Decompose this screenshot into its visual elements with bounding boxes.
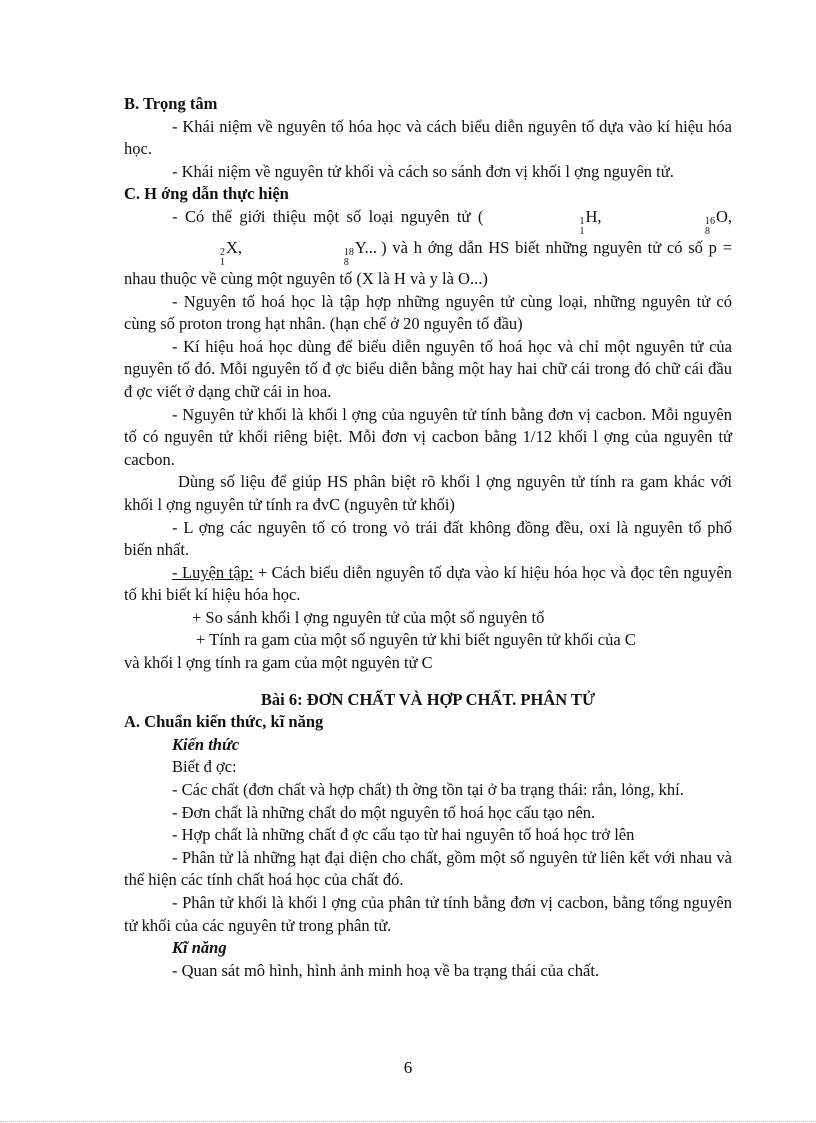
page-number: 6 [403,1058,413,1077]
knowledge-item-5: - Phân tử khối là khối l ợng của phân tử tính bằng đơn vị cacbon, bằng tổng nguyên tử khối của các nguyên tử trong phân tử. [124,893,732,935]
practice-item-compare: + So sánh khối l ợng nguyên tử của một số nguyên tố [192,607,545,627]
section-c-paragraph-1 [124,206,732,291]
section-c-paragraph-2: - Nguyên tố hoá học là tập hợp những nguyên tử cùng loại, những nguyên tử có cùng số proton trong hạt nhân. (hạn chế ở 20 nguyên tố đầu) [124,291,732,334]
isotope-y-mass: 18 [343,246,354,258]
section-c-paragraph-3: - Kí hiệu hoá học dùng để biểu diễn nguyên tố hoá học và chỉ một nguyên tử của nguyên tố đó. Mỗi nguyên tố đ ợc biểu diễn bằng một hay hai chữ cái trong đó chữ cái đầu đ ợc viết ở dạng chữ cái in hoa. [124,336,732,401]
section-c-paragraph-5: Dùng số liệu để giúp HS phân biệt rõ khối l ợng nguyên tử tính ra gam khác với khối l ợng nguyên tử tính ra đvC (nguyên tử khối) [124,472,732,514]
practice-item-calc-continued: và khối l ợng tính ra gam của một nguyên tử C [124,653,433,673]
knowledge-heading: Kiến thức [172,734,240,754]
isotope-y-symbol: Y... ) [354,237,387,257]
knowledge-item-2: - Đơn chất là những chất do một nguyên tố hoá học cấu tạo nên. [172,802,596,822]
isotope-y-atomic: 8 [343,256,349,268]
skills-item-1: - Quan sát mô hình, hình ảnh minh hoạ về ba trạng thái của chất. [172,960,600,980]
practice-text: + Cách biểu diễn nguyên tố dựa vào kí hiệu hóa học và đọc tên nguyên tố khi biết kí hiệu hóa học. [124,562,732,605]
isotope-o-symbol: O, [715,206,733,226]
isotope-intro: - Có thể giới thiệu một số loại nguyên tử ( [172,206,484,226]
lesson-section-a-heading: A. Chuẩn kiến thức, kĩ năng [124,712,324,732]
skills-heading: Kĩ năng [172,938,227,958]
isotope-h-symbol: H, [585,206,602,226]
knowledge-item-3: - Hợp chất là những chất đ ợc cấu tạo từ hai nguyên tố hoá học trở lên [172,825,635,845]
practice-label: - Luyện tập: [172,562,254,582]
isotope-y [248,237,387,268]
isotope-x-atomic: 1 [220,256,225,268]
isotope-h-mass: 1 [579,215,585,227]
section-b-heading: B. Trọng tâm [124,94,218,113]
isotope-x [124,237,242,268]
section-c-paragraph-4: - Nguyên tử khối là khối l ợng của nguyên tử tính bằng đơn vị cacbon. Mỗi nguyên tố có nguyên tử khối riêng biệt. Mỗi đơn vị cacbon bằng 1/12 khối l ợng của nguyên tử cacbon. [124,404,732,469]
section-c-practice [124,562,732,607]
section-c-paragraph-6: - L ợng các nguyên tố có trong vỏ trái đất không đồng đều, oxi là nguyên tố phổ biến nhất. [124,517,732,560]
knowledge-item-1: - Các chất (đơn chất và hợp chất) th ờng tồn tại ở ba trạng thái: rắn, lỏng, khí. [172,780,684,800]
lesson-title: Bài 6: ĐƠN CHẤT VÀ HỢP CHẤT. PHÂN TỬ [260,689,596,709]
section-b-paragraph-1: - Khái niệm về nguyên tố hóa học và cách biểu diễn nguyên tố dựa vào kí hiệu hóa học. [124,116,732,159]
isotope-x-symbol: X, [226,237,243,257]
isotope-x-mass: 2 [220,246,225,258]
page-bottom-divider [0,1121,816,1122]
isotope-o [609,206,732,237]
isotope-o-mass: 16 [704,215,715,227]
isotope-h [483,206,601,237]
knowledge-intro: Biết đ ợc: [172,757,237,777]
practice-item-calc: + Tính ra gam của một số nguyên tử khi biết nguyên tử khối của C [196,630,636,650]
isotope-o-atomic: 8 [704,225,710,237]
isotope-h-atomic: 1 [579,225,585,237]
knowledge-item-4: - Phân tử là những hạt đại diện cho chất, gồm một số nguyên tử liên kết với nhau và thể hiện các tính chất hoá học của chất đó. [124,847,732,890]
document-page [124,93,732,982]
section-c-heading: C. H ớng dẫn thực hiện [124,184,289,204]
section-b-paragraph-2: - Khái niệm về nguyên tử khối và cách so sánh đơn vị khối l ợng nguyên tử. [172,161,674,181]
isotope-explanation: và h ớng dẫn HS biết những nguyên tử có số p = nhau thuộc về cùng một nguyên tố (X là H và y là O...) [124,237,732,288]
